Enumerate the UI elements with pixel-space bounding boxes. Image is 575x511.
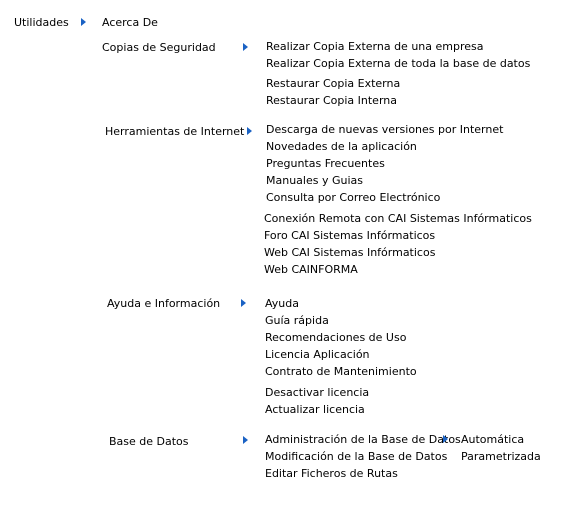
menu-item-realizar-copia-externa-empresa[interactable]: Realizar Copia Externa de una empresa [266,40,484,53]
menu-item-guia-rapida[interactable]: Guía rápida [265,314,329,327]
menu-item-contrato-mantenimiento[interactable]: Contrato de Mantenimiento [265,365,417,378]
menu-item-web-cai[interactable]: Web CAI Sistemas Infórmaticos [264,246,436,259]
submenu-arrow-icon [81,18,86,26]
menu-item-licencia-aplicacion[interactable]: Licencia Aplicación [265,348,370,361]
menu-item-manuales-guias[interactable]: Manuales y Guias [266,174,363,187]
submenu-arrow-icon [243,436,248,444]
menu-item-editar-ficheros-rutas[interactable]: Editar Ficheros de Rutas [265,467,398,480]
menu-item-preguntas-frecuentes[interactable]: Preguntas Frecuentes [266,157,385,170]
submenu-arrow-icon [243,43,248,51]
menu-item-modificacion-bd[interactable]: Modificación de la Base de Datos [265,450,448,463]
menu-item-actualizar-licencia[interactable]: Actualizar licencia [265,403,365,416]
menu-acerca-de[interactable]: Acerca De [102,16,158,29]
menu-item-consulta-correo[interactable]: Consulta por Correo Electrónico [266,191,441,204]
submenu-arrow-icon [247,127,252,135]
menu-item-recomendaciones-uso[interactable]: Recomendaciones de Uso [265,331,407,344]
submenu-arrow-icon [241,299,246,307]
menu-item-realizar-copia-externa-toda[interactable]: Realizar Copia Externa de toda la base de datos [266,57,531,70]
menu-item-parametrizada[interactable]: Parametrizada [461,450,541,463]
menu-item-descarga-versiones[interactable]: Descarga de nuevas versiones por Internet [266,123,504,136]
submenu-arrow-icon [443,435,448,443]
menu-item-desactivar-licencia[interactable]: Desactivar licencia [265,386,370,399]
menu-item-administracion-bd[interactable]: Administración de la Base de Datos [265,433,461,446]
menu-copias-de-seguridad[interactable]: Copias de Seguridad [102,41,216,54]
menu-utilidades[interactable]: Utilidades [14,16,69,29]
menu-item-web-cainforma[interactable]: Web CAINFORMA [264,263,358,276]
menu-item-automatica[interactable]: Automática [461,433,525,446]
menu-item-restaurar-copia-externa[interactable]: Restaurar Copia Externa [266,77,401,90]
menu-item-foro-cai[interactable]: Foro CAI Sistemas Infórmaticos [264,229,436,242]
menu-base-de-datos[interactable]: Base de Datos [109,435,189,448]
menu-item-conexion-remota[interactable]: Conexión Remota con CAI Sistemas Infórmaticos [264,212,532,225]
menu-ayuda-e-informacion[interactable]: Ayuda e Información [107,297,221,310]
menu-item-novedades[interactable]: Novedades de la aplicación [266,140,417,153]
menu-herramientas-de-internet[interactable]: Herramientas de Internet [105,125,245,138]
menu-item-restaurar-copia-interna[interactable]: Restaurar Copia Interna [266,94,397,107]
menu-item-ayuda[interactable]: Ayuda [265,297,299,310]
